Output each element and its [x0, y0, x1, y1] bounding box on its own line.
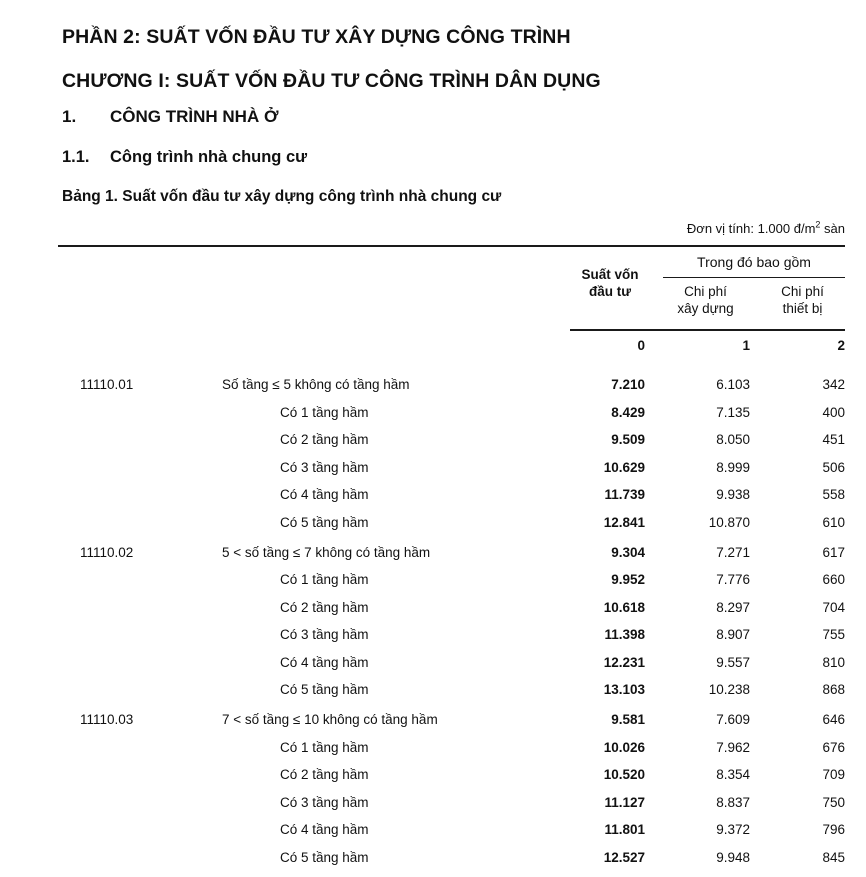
row-label: Có 5 tầng hầm — [280, 850, 369, 865]
row-label: Có 2 tầng hầm — [280, 600, 369, 615]
header-bottom-rule — [570, 329, 845, 331]
subsection-title: Công trình nhà chung cư — [110, 148, 307, 166]
row-value-c1: 7.271 — [630, 545, 750, 560]
table-row — [0, 795, 866, 823]
row-value-c2: 400 — [725, 405, 845, 420]
row-label: Có 2 tầng hầm — [280, 767, 369, 782]
row-value-c0: 11.739 — [525, 487, 645, 502]
row-value-c0: 11.127 — [525, 795, 645, 810]
row-value-c0: 13.103 — [525, 682, 645, 697]
row-value-c1: 7.776 — [630, 572, 750, 587]
header-tb-line2: thiết bị — [783, 301, 823, 316]
row-value-c0: 12.527 — [525, 850, 645, 865]
table-row — [0, 822, 866, 850]
row-value-c2: 796 — [725, 822, 845, 837]
table-row — [0, 405, 866, 433]
row-code: 11110.03 — [80, 712, 133, 727]
header-chi-phi-thiet-bi — [760, 283, 845, 317]
row-value-c0: 10.026 — [525, 740, 645, 755]
table-row — [0, 487, 866, 515]
row-value-c2: 810 — [725, 655, 845, 670]
row-code: 11110.02 — [80, 545, 133, 560]
row-value-c2: 868 — [725, 682, 845, 697]
row-value-c1: 8.999 — [630, 460, 750, 475]
row-value-c0: 7.210 — [525, 377, 645, 392]
row-label: 7 < số tầng ≤ 10 không có tầng hầm — [222, 712, 438, 727]
table-row — [0, 515, 866, 543]
row-label: Có 5 tầng hầm — [280, 515, 369, 530]
row-label: Có 1 tầng hầm — [280, 572, 369, 587]
row-value-c1: 6.103 — [630, 377, 750, 392]
row-label: Có 4 tầng hầm — [280, 655, 369, 670]
header-suat-line2: đầu tư — [589, 284, 631, 299]
header-xd-line2: xây dựng — [677, 301, 733, 316]
header-chi-phi-xay-dung — [663, 283, 748, 317]
unit-note — [687, 221, 845, 236]
table-row — [0, 767, 866, 795]
table-caption: Bảng 1. Suất vốn đầu tư xây dựng công trình nhà chung cư — [62, 188, 501, 206]
table-row — [0, 712, 866, 740]
row-value-c1: 9.938 — [630, 487, 750, 502]
row-value-c1: 10.870 — [630, 515, 750, 530]
row-value-c2: 704 — [725, 600, 845, 615]
unit-note-text: Đơn vị tính: 1.000 đ/m — [687, 221, 815, 236]
row-label: Có 3 tầng hầm — [280, 795, 369, 810]
header-suat-line1: Suất vốn — [581, 267, 638, 282]
row-label: Có 3 tầng hầm — [280, 627, 369, 642]
row-label: Số tầng ≤ 5 không có tầng hầm — [222, 377, 410, 392]
row-value-c0: 9.304 — [525, 545, 645, 560]
row-value-c0: 10.629 — [525, 460, 645, 475]
row-value-c2: 845 — [725, 850, 845, 865]
row-value-c2: 451 — [725, 432, 845, 447]
header-group-label: Trong đó bao gồm — [663, 254, 845, 271]
table-top-rule — [58, 245, 845, 247]
row-value-c2: 676 — [725, 740, 845, 755]
header-suat-von-dau-tu — [570, 266, 650, 300]
row-code: 11110.01 — [80, 377, 133, 392]
row-value-c1: 8.907 — [630, 627, 750, 642]
table-row — [0, 545, 866, 573]
table-row — [0, 740, 866, 768]
unit-note-superscript: 2 — [815, 220, 820, 230]
table-row — [0, 572, 866, 600]
table-row — [0, 460, 866, 488]
row-value-c2: 646 — [725, 712, 845, 727]
table-row — [0, 627, 866, 655]
row-value-c0: 9.509 — [525, 432, 645, 447]
row-value-c1: 9.557 — [630, 655, 750, 670]
row-value-c0: 9.952 — [525, 572, 645, 587]
row-value-c0: 12.841 — [525, 515, 645, 530]
section-title: CÔNG TRÌNH NHÀ Ở — [110, 107, 278, 126]
row-value-c0: 11.398 — [525, 627, 645, 642]
row-value-c2: 660 — [725, 572, 845, 587]
row-value-c0: 11.801 — [525, 822, 645, 837]
column-number-2: 2 — [745, 338, 845, 353]
table-row — [0, 682, 866, 710]
row-value-c1: 8.837 — [630, 795, 750, 810]
table-row — [0, 600, 866, 628]
row-value-c1: 9.948 — [630, 850, 750, 865]
table-row — [0, 655, 866, 683]
row-value-c1: 7.609 — [630, 712, 750, 727]
row-label: Có 4 tầng hầm — [280, 487, 369, 502]
table-row — [0, 850, 866, 877]
row-value-c2: 506 — [725, 460, 845, 475]
row-value-c2: 610 — [725, 515, 845, 530]
column-number-1: 1 — [650, 338, 750, 353]
row-value-c1: 7.135 — [630, 405, 750, 420]
row-value-c0: 8.429 — [525, 405, 645, 420]
row-label: Có 5 tầng hầm — [280, 682, 369, 697]
row-value-c2: 617 — [725, 545, 845, 560]
unit-note-suffix: sàn — [820, 221, 845, 236]
header-group-rule — [663, 277, 845, 278]
header-tb-line1: Chi phí — [781, 284, 824, 299]
row-value-c2: 709 — [725, 767, 845, 782]
table-row — [0, 377, 866, 405]
row-value-c0: 10.618 — [525, 600, 645, 615]
row-value-c1: 10.238 — [630, 682, 750, 697]
column-number-0: 0 — [545, 338, 645, 353]
row-value-c1: 8.050 — [630, 432, 750, 447]
row-label: Có 1 tầng hầm — [280, 740, 369, 755]
row-value-c0: 10.520 — [525, 767, 645, 782]
row-label: Có 4 tầng hầm — [280, 822, 369, 837]
section-heading — [62, 107, 278, 127]
row-value-c2: 755 — [725, 627, 845, 642]
row-label: Có 3 tầng hầm — [280, 460, 369, 475]
row-value-c2: 342 — [725, 377, 845, 392]
row-value-c1: 9.372 — [630, 822, 750, 837]
row-value-c0: 12.231 — [525, 655, 645, 670]
subsection-heading — [62, 148, 307, 167]
row-label: 5 < số tầng ≤ 7 không có tầng hầm — [222, 545, 430, 560]
table-row — [0, 432, 866, 460]
row-value-c1: 8.297 — [630, 600, 750, 615]
row-value-c1: 7.962 — [630, 740, 750, 755]
row-value-c1: 8.354 — [630, 767, 750, 782]
subsection-number: 1.1. — [62, 148, 110, 167]
part-heading: PHẦN 2: SUẤT VỐN ĐẦU TƯ XÂY DỰNG CÔNG TRÌNH — [62, 26, 571, 49]
row-value-c2: 750 — [725, 795, 845, 810]
row-value-c2: 558 — [725, 487, 845, 502]
chapter-heading: CHƯƠNG I: SUẤT VỐN ĐẦU TƯ CÔNG TRÌNH DÂN DỤNG — [62, 70, 601, 93]
header-xd-line1: Chi phí — [684, 284, 727, 299]
row-label: Có 1 tầng hầm — [280, 405, 369, 420]
row-value-c0: 9.581 — [525, 712, 645, 727]
section-number: 1. — [62, 107, 110, 127]
row-label: Có 2 tầng hầm — [280, 432, 369, 447]
